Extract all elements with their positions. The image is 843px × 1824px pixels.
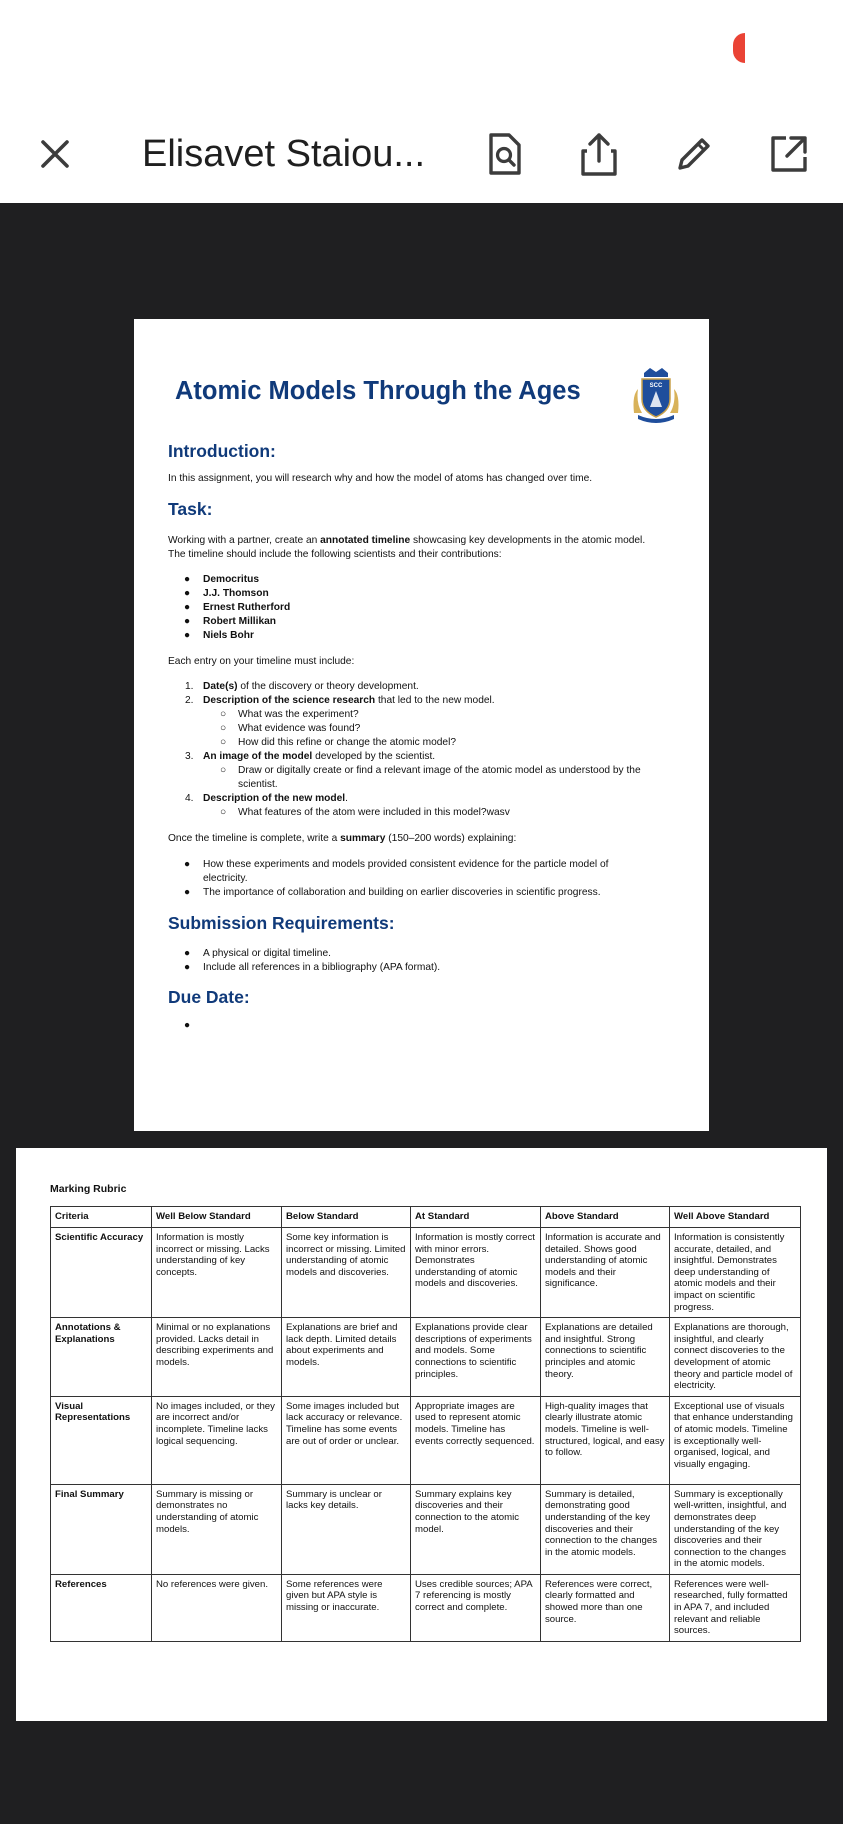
table-cell: Information is accurate and detailed. Shows good understanding of atomic models and their significance. bbox=[541, 1228, 670, 1318]
table-cell: Information is mostly correct with minor errors. Demonstrates understanding of atomic models and discoveries. bbox=[411, 1228, 541, 1318]
table-row bbox=[51, 1318, 801, 1397]
due-date-heading: Due Date: bbox=[168, 987, 250, 1007]
column-header: Well Below Standard bbox=[152, 1207, 282, 1228]
table-cell: High-quality images that clearly illustrate atomic models. Timeline is well-structured, logical, and easy to follow. bbox=[541, 1396, 670, 1484]
table-cell: No images included, or they are incorrect and/or incomplete. Timeline lacks logical sequencing. bbox=[152, 1396, 282, 1484]
sub-list-item-continued: scientist. bbox=[238, 779, 278, 790]
sub-list-item: Draw or digitally create or find a relevant image of the atomic model as understood by the bbox=[238, 765, 641, 776]
list-bullet: ● bbox=[184, 1020, 191, 1031]
table-cell: Explanations are thorough, insightful, and clearly connect discoveries to the development of atomic theory and particle model of electricity. bbox=[670, 1318, 801, 1397]
viewer-toolbar bbox=[0, 105, 843, 203]
table-cell: No references were given. bbox=[152, 1574, 282, 1641]
marking-rubric-table bbox=[50, 1206, 801, 1642]
list-bullet: ● bbox=[184, 630, 191, 641]
introduction-text: In this assignment, you will research why and how the model of atoms has changed over time. bbox=[168, 473, 593, 484]
open-external-icon[interactable] bbox=[762, 127, 816, 181]
document-page-2 bbox=[16, 1148, 827, 1721]
sub-bullet: ○ bbox=[220, 709, 227, 720]
table-cell: Summary is detailed, demonstrating good understanding of the key discoveries and their connection to the changes in the atomic models. bbox=[541, 1484, 670, 1574]
task-line-1: Working with a partner, create an annotated timeline showcasing key developments in the atomic model. bbox=[168, 535, 646, 546]
summary-intro: Once the timeline is complete, write a summary (150–200 words) explaining: bbox=[168, 833, 517, 844]
list-bullet: ● bbox=[184, 859, 191, 870]
table-cell: Summary is missing or demonstrates no understanding of atomic models. bbox=[152, 1484, 282, 1574]
list-bullet: ● bbox=[184, 602, 191, 613]
table-cell: Explanations are detailed and insightful. Strong connections to scientific principles and atomic theory. bbox=[541, 1318, 670, 1397]
column-header: Well Above Standard bbox=[670, 1207, 801, 1228]
list-item: The importance of collaboration and building on earlier discoveries in scientific progress. bbox=[203, 887, 601, 898]
sub-list-item: What evidence was found? bbox=[238, 723, 361, 734]
criteria-cell: Final Summary bbox=[51, 1484, 152, 1574]
table-cell: Some key information is incorrect or missing. Limited understanding of atomic models and discoveries. bbox=[282, 1228, 411, 1318]
table-cell: Information is consistently accurate, detailed, and insightful. Demonstrates deep understanding of atomic models and their impact on scientific progress. bbox=[670, 1228, 801, 1318]
list-item: How these experiments and models provided consistent evidence for the particle model of bbox=[203, 859, 609, 870]
list-number: 2. bbox=[185, 695, 194, 706]
table-cell: Appropriate images are used to represent atomic models. Timeline has events correctly sequenced. bbox=[411, 1396, 541, 1484]
list-item: Description of the science research that led to the new model. bbox=[203, 695, 495, 706]
list-number: 3. bbox=[185, 751, 194, 762]
list-bullet: ● bbox=[184, 616, 191, 627]
recording-indicator bbox=[733, 33, 745, 63]
column-header: Criteria bbox=[51, 1207, 152, 1228]
school-crest-logo bbox=[628, 363, 684, 427]
list-bullet: ● bbox=[184, 887, 191, 898]
task-line-2: The timeline should include the following scientists and their contributions: bbox=[168, 549, 502, 560]
criteria-cell: References bbox=[51, 1574, 152, 1641]
table-row bbox=[51, 1574, 801, 1641]
table-cell: Summary explains key discoveries and their connection to the atomic model. bbox=[411, 1484, 541, 1574]
sub-list-item: What was the experiment? bbox=[238, 709, 359, 720]
table-cell: Some images included but lack accuracy or relevance. Timeline has some events are out of order or unclear. bbox=[282, 1396, 411, 1484]
crest-initials: SCC bbox=[649, 383, 663, 389]
sub-bullet: ○ bbox=[220, 723, 227, 734]
table-cell: References were correct, clearly formatted and showed more than one source. bbox=[541, 1574, 670, 1641]
list-item: Robert Millikan bbox=[203, 616, 277, 627]
sub-list-item: How did this refine or change the atomic model? bbox=[238, 737, 457, 748]
table-row bbox=[51, 1484, 801, 1574]
share-icon[interactable] bbox=[572, 127, 626, 181]
document-heading: Atomic Models Through the Ages bbox=[175, 377, 581, 405]
list-bullet: ● bbox=[184, 574, 191, 585]
document-page-1 bbox=[134, 319, 709, 1131]
sub-bullet: ○ bbox=[220, 737, 227, 748]
introduction-heading: Introduction: bbox=[168, 441, 276, 461]
list-item: Date(s) of the discovery or theory development. bbox=[203, 681, 419, 692]
table-cell: Information is mostly incorrect or missing. Lacks understanding of key concepts. bbox=[152, 1228, 282, 1318]
table-cell: Explanations provide clear descriptions of experiments and models. Some connections to scientific principles. bbox=[411, 1318, 541, 1397]
criteria-cell: Annotations & Explanations bbox=[51, 1318, 152, 1397]
list-item-continued: electricity. bbox=[203, 873, 248, 884]
table-cell: Some references were given but APA style is missing or inaccurate. bbox=[282, 1574, 411, 1641]
criteria-cell: Scientific Accuracy bbox=[51, 1228, 152, 1318]
document-title: Elisavet Staiou... bbox=[142, 133, 426, 175]
table-cell: Explanations are brief and lack depth. Limited details about experiments and models. bbox=[282, 1318, 411, 1397]
list-bullet: ● bbox=[184, 588, 191, 599]
column-header: At Standard bbox=[411, 1207, 541, 1228]
table-cell: Summary is exceptionally well-written, insightful, and demonstrates deep understanding of the key discoveries and their connection to the changes in the atomic models. bbox=[670, 1484, 801, 1574]
edit-icon[interactable] bbox=[667, 127, 721, 181]
list-number: 4. bbox=[185, 793, 194, 804]
sub-list-item: What features of the atom were included in this model?wasv bbox=[238, 807, 510, 818]
close-icon[interactable] bbox=[28, 127, 82, 181]
list-number: 1. bbox=[185, 681, 194, 692]
table-header-row bbox=[51, 1207, 801, 1228]
table-cell: Uses credible sources; APA 7 referencing is mostly correct and complete. bbox=[411, 1574, 541, 1641]
list-item: A physical or digital timeline. bbox=[203, 948, 331, 959]
table-row bbox=[51, 1228, 801, 1318]
table-cell: Minimal or no explanations provided. Lacks detail in describing experiments and models. bbox=[152, 1318, 282, 1397]
list-item: J.J. Thomson bbox=[203, 588, 269, 599]
list-item: Description of the new model. bbox=[203, 793, 348, 804]
sub-bullet: ○ bbox=[220, 765, 227, 776]
submission-heading: Submission Requirements: bbox=[168, 913, 395, 933]
list-bullet: ● bbox=[184, 948, 191, 959]
sub-bullet: ○ bbox=[220, 807, 227, 818]
entry-intro: Each entry on your timeline must include: bbox=[168, 656, 355, 667]
find-in-page-icon[interactable] bbox=[478, 127, 532, 181]
rubric-title: Marking Rubric bbox=[50, 1183, 127, 1195]
status-bar bbox=[0, 0, 843, 105]
table-cell: References were well-researched, fully formatted in APA 7, and included relevant and reliable sources. bbox=[670, 1574, 801, 1641]
list-item: Niels Bohr bbox=[203, 630, 254, 641]
table-cell: Summary is unclear or lacks key details. bbox=[282, 1484, 411, 1574]
list-item: Democritus bbox=[203, 574, 260, 585]
list-bullet: ● bbox=[184, 962, 191, 973]
list-item: Ernest Rutherford bbox=[203, 602, 291, 613]
list-item: Include all references in a bibliography (APA format). bbox=[203, 962, 441, 973]
list-item: An image of the model developed by the scientist. bbox=[203, 751, 436, 762]
column-header: Below Standard bbox=[282, 1207, 411, 1228]
table-cell: Exceptional use of visuals that enhance understanding of atomic models. Timeline is exceptionally well-organised, logical, and visually engaging. bbox=[670, 1396, 801, 1484]
table-row bbox=[51, 1396, 801, 1484]
task-heading: Task: bbox=[168, 499, 213, 519]
criteria-cell: Visual Representations bbox=[51, 1396, 152, 1484]
column-header: Above Standard bbox=[541, 1207, 670, 1228]
